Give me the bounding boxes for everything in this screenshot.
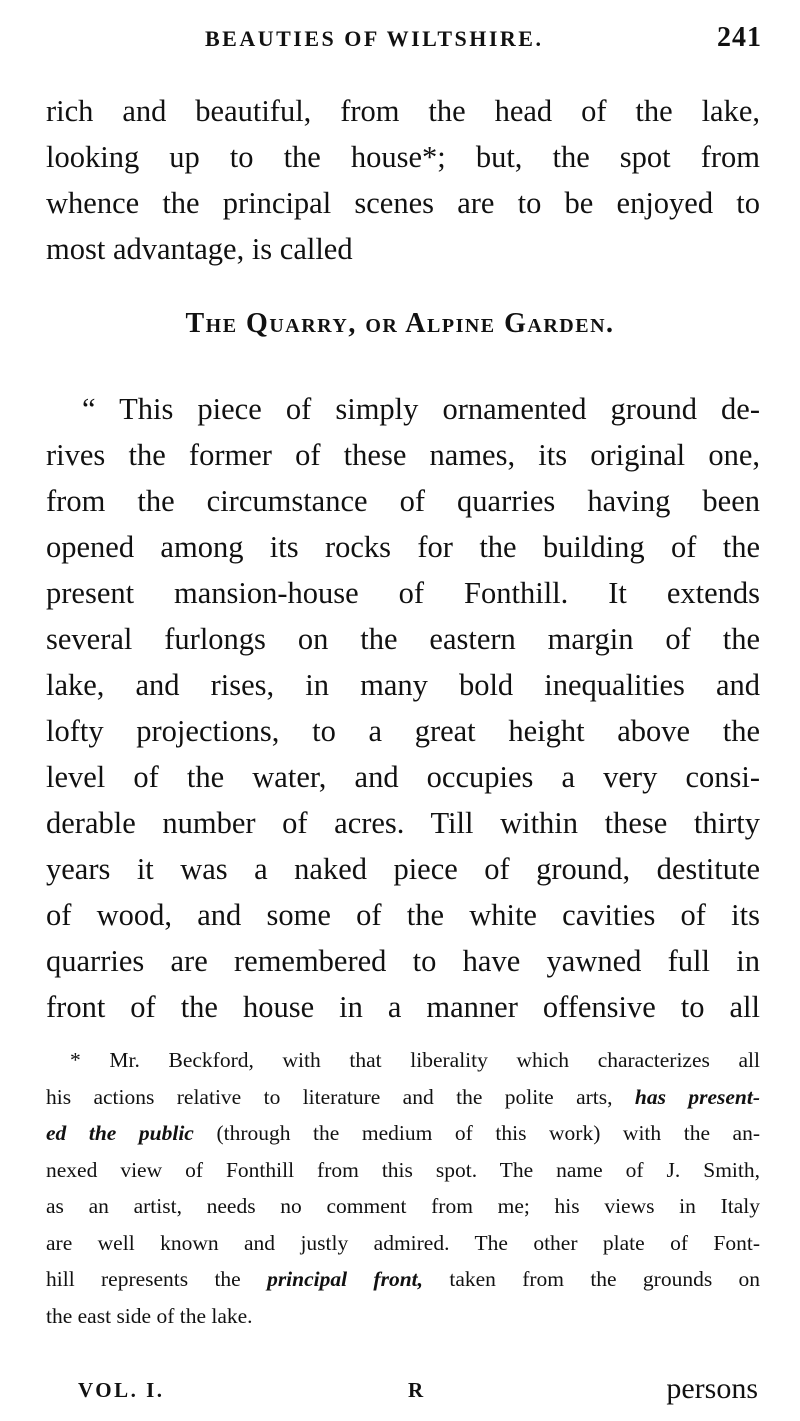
footnote-italic: ed the public <box>46 1121 194 1145</box>
text-line: lake, and rises, in many bold inequalities and <box>46 668 760 702</box>
text-line: opened among its rocks for the building of the <box>46 530 760 564</box>
footnote-text: taken from the grounds on <box>449 1267 761 1291</box>
footnote-text: hill represents the <box>46 1267 241 1291</box>
paragraph-2 <box>46 386 760 1030</box>
text-line: most advantage, is called <box>46 232 353 266</box>
page-footer <box>0 1372 800 1412</box>
text-line: whence the principal scenes are to be enjoyed to <box>46 186 760 220</box>
volume-mark: VOL. I. <box>78 1378 165 1402</box>
text-line: front of the house in a manner offensive to all <box>46 990 760 1024</box>
text-line: “ This piece of simply ornamented ground de- <box>82 392 760 426</box>
footnote-line: * Mr. Beckford, with that liberality which characterizes all <box>70 1048 760 1072</box>
footnote-text: (through the medium of this work) with the an- <box>216 1121 761 1145</box>
text-line: derable number of acres. Till within these thirty <box>46 806 760 840</box>
text-line: looking up to the house*; but, the spot from <box>46 140 760 174</box>
footnote-line <box>46 1261 760 1298</box>
text-line: quarries are remembered to have yawned full in <box>46 944 760 978</box>
catchword: persons <box>666 1372 758 1405</box>
footnote-italic: principal front, <box>267 1267 424 1291</box>
text-line: from the circumstance of quarries having been <box>46 484 760 518</box>
footnote-line: as an artist, needs no comment from me; his views in Italy <box>46 1194 760 1218</box>
paragraph-1 <box>46 88 760 272</box>
text-line: rives the former of these names, its original one, <box>46 438 760 472</box>
footnote-text: his actions relative to literature and the polite arts, <box>46 1084 613 1109</box>
text-line: several furlongs on the eastern margin of the <box>46 622 760 656</box>
footnote-line: nexed view of Fonthill from this spot. The name of J. Smith, <box>46 1157 760 1182</box>
page-number: 241 <box>717 22 762 53</box>
signature-mark: R <box>408 1378 424 1402</box>
text-line: level of the water, and occupies a very consi- <box>46 760 760 794</box>
text-line: rich and beautiful, from the head of the lake, <box>46 94 760 128</box>
footnote-line: are well known and justly admired. The other plate of Font- <box>46 1230 760 1255</box>
text-line: lofty projections, to a great height above the <box>46 714 760 748</box>
footnote-line: the east side of the lake. <box>46 1303 253 1328</box>
footnote <box>46 1042 760 1334</box>
running-title: BEAUTIES OF WILTSHIRE. <box>205 26 544 51</box>
footnote-line <box>46 1115 760 1152</box>
text-line: of wood, and some of the white cavities of its <box>46 898 760 932</box>
footnote-line <box>46 1079 760 1116</box>
text-line: years it was a naked piece of ground, destitute <box>46 852 760 886</box>
footnote-italic: has present- <box>634 1084 761 1109</box>
text-line: present mansion-house of Fonthill. It extends <box>46 576 760 610</box>
page-header <box>0 22 800 58</box>
section-heading: The Quarry, or Alpine Garden. <box>185 308 615 339</box>
